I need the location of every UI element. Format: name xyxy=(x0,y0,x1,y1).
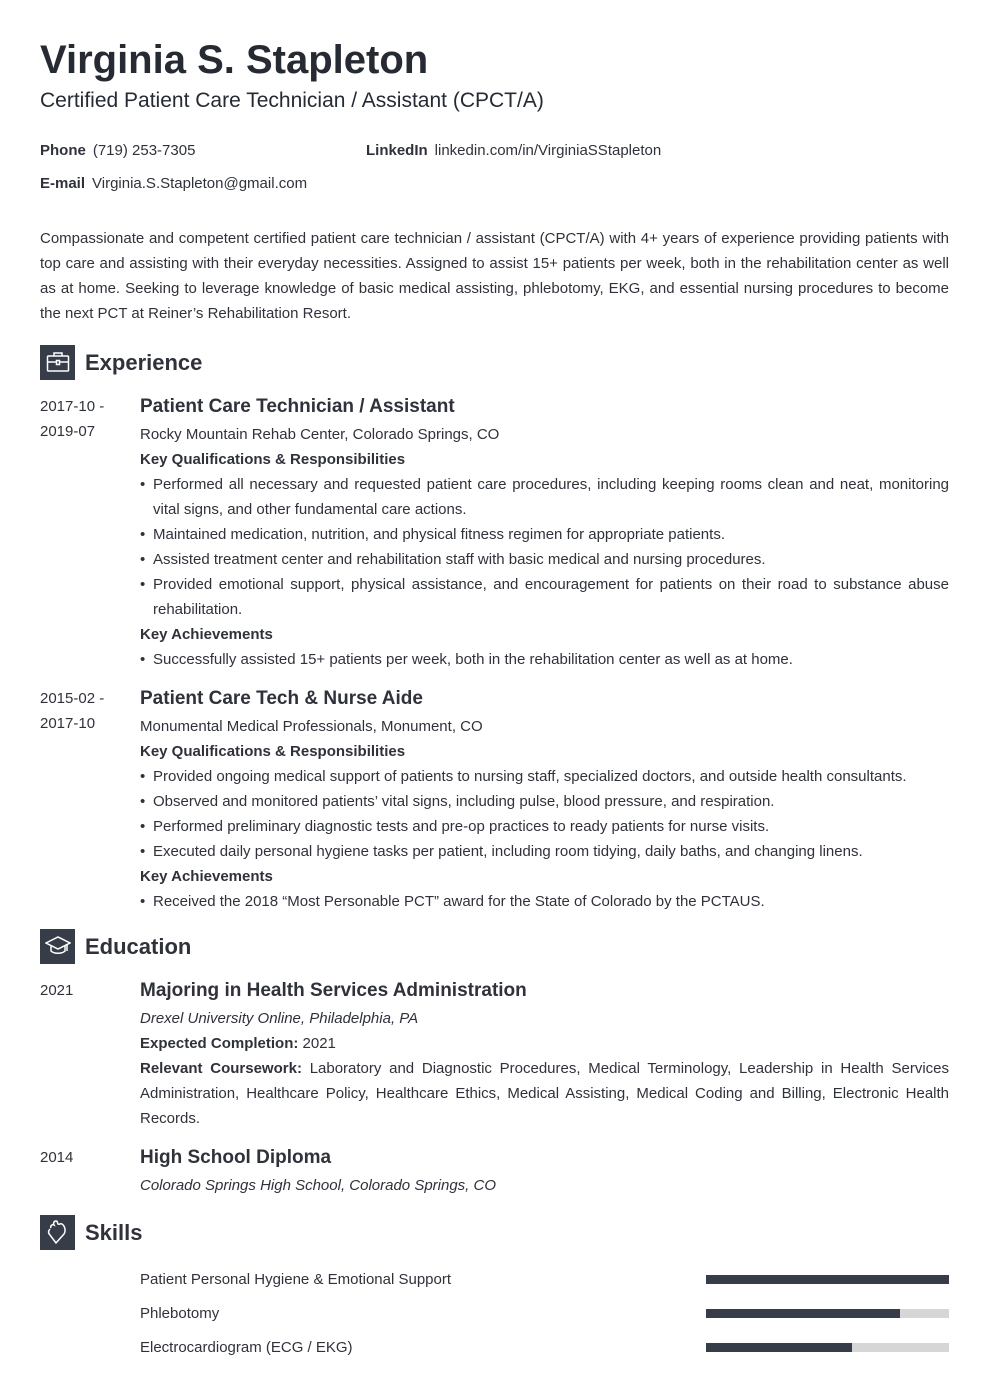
contact-label: LinkedIn xyxy=(366,142,428,159)
qualification-item: • Assisted treatment center and rehabilitation staff with basic medical and nursing procedures. xyxy=(140,547,949,572)
achievements-label: Key Achievements xyxy=(140,626,273,643)
skill-level-bar xyxy=(706,1275,949,1284)
job-title: Patient Care Tech & Nurse Aide xyxy=(140,688,423,709)
section-title: Experience xyxy=(85,349,203,375)
coursework xyxy=(140,1056,949,1131)
qualification-item: • Maintained medication, nutrition, and physical fitness regimen for appropriate patients. xyxy=(140,522,949,547)
qualification-item: • Observed and monitored patients’ vital signs, including pulse, blood pressure, and respiration. xyxy=(140,789,949,814)
date-start: 2017-10 - xyxy=(40,398,105,415)
education-date: 2014 xyxy=(40,1149,74,1166)
briefcase-icon xyxy=(40,345,75,380)
skill-level-bar xyxy=(706,1343,949,1352)
degree: High School Diploma xyxy=(140,1147,332,1168)
contact-value: (719) 253-7305 xyxy=(92,142,196,159)
contact-value: linkedin.com/in/VirginiaSStapleton xyxy=(434,142,662,159)
skill-name: Patient Personal Hygiene & Emotional Support xyxy=(140,1270,452,1288)
skill-name: Phlebotomy xyxy=(140,1304,220,1322)
contact-email xyxy=(40,171,366,196)
section-experience xyxy=(40,344,949,380)
date-end: 2017-10 xyxy=(40,715,96,732)
candidate-title: Certified Patient Care Technician / Assistant (CPCT/A) xyxy=(40,89,544,112)
skill-level-fill xyxy=(706,1275,949,1284)
skill-level-fill xyxy=(706,1343,852,1352)
qual-label: Key Qualifications & Responsibilities xyxy=(140,451,406,468)
completion-value: 2021 xyxy=(302,1035,336,1052)
contact-label: Phone xyxy=(40,142,86,159)
section-education xyxy=(40,928,949,964)
skill-item xyxy=(40,1296,949,1330)
education-entry xyxy=(40,978,949,1131)
contact-phone xyxy=(40,138,366,163)
date-end: 2019-07 xyxy=(40,423,96,440)
education-entry xyxy=(40,1145,949,1198)
coursework-value: Laboratory and Diagnostic Procedures, Medical Terminology, Leadership in Health Services Administration, Healthcare Policy, Healthcare Ethics, Medical Assisting, Medical Coding and Billing, Electronic Health Records. xyxy=(140,1060,950,1127)
date-start: 2015-02 - xyxy=(40,690,105,707)
skill-item xyxy=(40,1330,949,1364)
job-dates xyxy=(40,686,140,914)
achievement-item: • Successfully assisted 15+ patients per week, both in the rehabilitation center as well as at home. xyxy=(140,647,949,672)
section-skills xyxy=(40,1214,949,1250)
achievement-item: • Received the 2018 “Most Personable PCT” award for the State of Colorado by the PCTAUS. xyxy=(140,889,949,914)
school: Colorado Springs High School, Colorado Springs, CO xyxy=(140,1177,497,1194)
job-entry xyxy=(40,686,949,914)
qualification-item: • Executed daily personal hygiene tasks per patient, including room tidying, daily baths, and changing linens. xyxy=(140,839,949,864)
job-entry xyxy=(40,394,949,672)
achievements-label: Key Achievements xyxy=(140,868,273,885)
section-title: Education xyxy=(85,933,192,959)
degree: Majoring in Health Services Administration xyxy=(140,980,527,1001)
completion-label: Expected Completion: xyxy=(140,1035,299,1052)
contact-info xyxy=(40,138,949,196)
job-title: Patient Care Technician / Assistant xyxy=(140,396,455,417)
education-date: 2021 xyxy=(40,982,74,999)
school: Drexel University Online, Philadelphia, PA xyxy=(140,1010,419,1027)
contact-value: Virginia.S.Stapleton@gmail.com xyxy=(92,175,308,192)
job-org: Rocky Mountain Rehab Center, Colorado Springs, CO xyxy=(140,426,500,443)
job-dates xyxy=(40,394,140,672)
expected-completion xyxy=(140,1031,949,1056)
summary: Compassionate and competent certified patient care technician / assistant (CPCT/A) with 4+ years of experience providing patients with top care and assisting with their everyday necessities. Assigned to assist 15+ patients per week, both in the rehabilitation center as well as at home. Seeking to leverage knowledge of basic medical assisting, phlebotomy, EKG, and essential nursing procedures to become the next PCT at Reiner’s Rehabilitation Resort. xyxy=(40,230,949,322)
coursework-label: Relevant Coursework: xyxy=(140,1060,302,1077)
graduation-cap-icon xyxy=(40,929,75,964)
skill-item xyxy=(40,1262,949,1296)
skill-name: Electrocardiogram (ECG / EKG) xyxy=(140,1338,353,1356)
contact-label: E-mail xyxy=(40,175,86,192)
skill-level-fill xyxy=(706,1309,900,1318)
skill-level-bar xyxy=(706,1309,949,1318)
qualification-item: • Performed preliminary diagnostic tests and pre-op practices to ready patients for nurse visits. xyxy=(140,814,949,839)
qualification-item: • Provided emotional support, physical assistance, and encouragement for patients on their road to substance abuse rehabilitation. xyxy=(140,572,949,622)
section-title: Skills xyxy=(85,1219,143,1245)
qual-label: Key Qualifications & Responsibilities xyxy=(140,743,406,760)
candidate-name: Virginia S. Stapleton xyxy=(40,38,429,82)
qualification-item: • Performed all necessary and requested patient care procedures, including keeping rooms clean and neat, monitoring vital signs, and other fundamental care actions. xyxy=(140,472,949,522)
job-org: Monumental Medical Professionals, Monument, CO xyxy=(140,718,483,735)
puzzle-hand-icon xyxy=(40,1215,75,1250)
qualification-item: • Provided ongoing medical support of patients to nursing staff, specialized doctors, and outside health consultants. xyxy=(140,764,949,789)
contact-linkedin xyxy=(366,138,949,163)
